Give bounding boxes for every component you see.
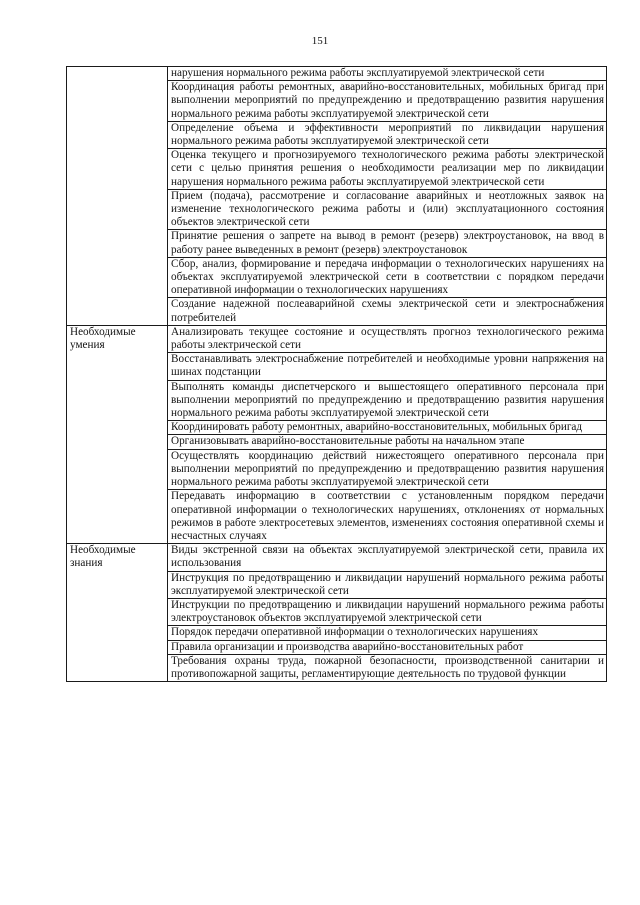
table-cell: Анализировать текущее состояние и осуществлять прогноз технологического режима работы электрической сети: [168, 325, 607, 352]
table-cell: Виды экстренной связи на объектах эксплуатируемой электрической сети, правила их использования: [168, 544, 607, 571]
table-cell: нарушения нормального режима работы эксплуатируемой электрической сети: [168, 67, 607, 81]
table-cell: Определение объема и эффективности мероприятий по ликвидации нарушения нормального режима работы эксплуатируемой электрической сети: [168, 121, 607, 148]
competency-table: [66, 66, 607, 682]
table-cell: Осуществлять координацию действий нижестоящего оперативного персонала при выполнении мероприятий по предупреждению и предотвращению развития нарушения нормального режима работы эксплуатируемой электрической сети: [168, 449, 607, 490]
table-row: [67, 67, 607, 81]
table-cell: Порядок передачи оперативной информации о технологических нарушениях: [168, 626, 607, 640]
section-label-skills: Необходимые умения: [67, 325, 168, 543]
table-cell: Правила организации и производства аварийно-восстановительных работ: [168, 640, 607, 654]
table-cell: Координировать работу ремонтных, аварийно-восстановительных, мобильных бригад: [168, 421, 607, 435]
table-row: [67, 325, 607, 352]
section-label-knowledge: Необходимые знания: [67, 544, 168, 682]
table-cell: Принятие решения о запрете на вывод в ремонт (резерв) электроустановок, на ввод в работу ранее выведенных в ремонт (резерв) электроустановок: [168, 230, 607, 257]
table-row: [67, 544, 607, 571]
table-cell: Создание надежной послеаварийной схемы электрической сети и электроснабжения потребителей: [168, 298, 607, 325]
table-cell: Организовывать аварийно-восстановительные работы на начальном этапе: [168, 435, 607, 449]
table-cell: Координация работы ремонтных, аварийно-восстановительных, мобильных бригад при выполнении мероприятий по предупреждению и предотвращению развития нарушения нормального режима работы эксплуатируемой электрической сети: [168, 81, 607, 122]
table-cell: Сбор, анализ, формирование и передача информации о технологических нарушениях на объектах эксплуатируемой электрической сети в соответствии с порядком передачи оперативной информации о технологических нарушениях: [168, 257, 607, 298]
table-cell: Требования охраны труда, пожарной безопасности, производственной санитарии и противопожарной защиты, регламентирующие деятельность по трудовой функции: [168, 654, 607, 681]
table-cell: Выполнять команды диспетчерского и вышестоящего оперативного персонала при выполнении мероприятий по предупреждению и предотвращению развития нарушения нормального режима работы эксплуатируемой электрической сети: [168, 380, 607, 421]
table-cell: Оценка текущего и прогнозируемого технологического режима работы электрической сети с целью принятия решения о необходимости реализации мер по ликвидации нарушения нормального режима работы эксплуатируемой электрической сети: [168, 149, 607, 190]
section-label-actions: [67, 67, 168, 326]
table-cell: Восстанавливать электроснабжение потребителей и необходимые уровни напряжения на шинах подстанции: [168, 353, 607, 380]
table-cell: Инструкции по предотвращению и ликвидации нарушений нормального режима работы электроустановок объектов эксплуатируемой электрической сети: [168, 598, 607, 625]
page-number: 151: [311, 35, 329, 47]
table-cell: Инструкция по предотвращению и ликвидации нарушений нормального режима работы эксплуатируемой электрической сети: [168, 571, 607, 598]
table-cell: Передавать информацию в соответствии с установленным порядком передачи оперативной информации о технологических нарушениях, отклонениях от нормальных режимов в работе электросетевых элементов, изменениях состояния оперативной схемы и несчастных случаях: [168, 490, 607, 544]
table-cell: Прием (подача), рассмотрение и согласование аварийных и неотложных заявок на изменение технологического режима работы и (или) эксплуатационного состояния объектов электрической сети: [168, 189, 607, 230]
